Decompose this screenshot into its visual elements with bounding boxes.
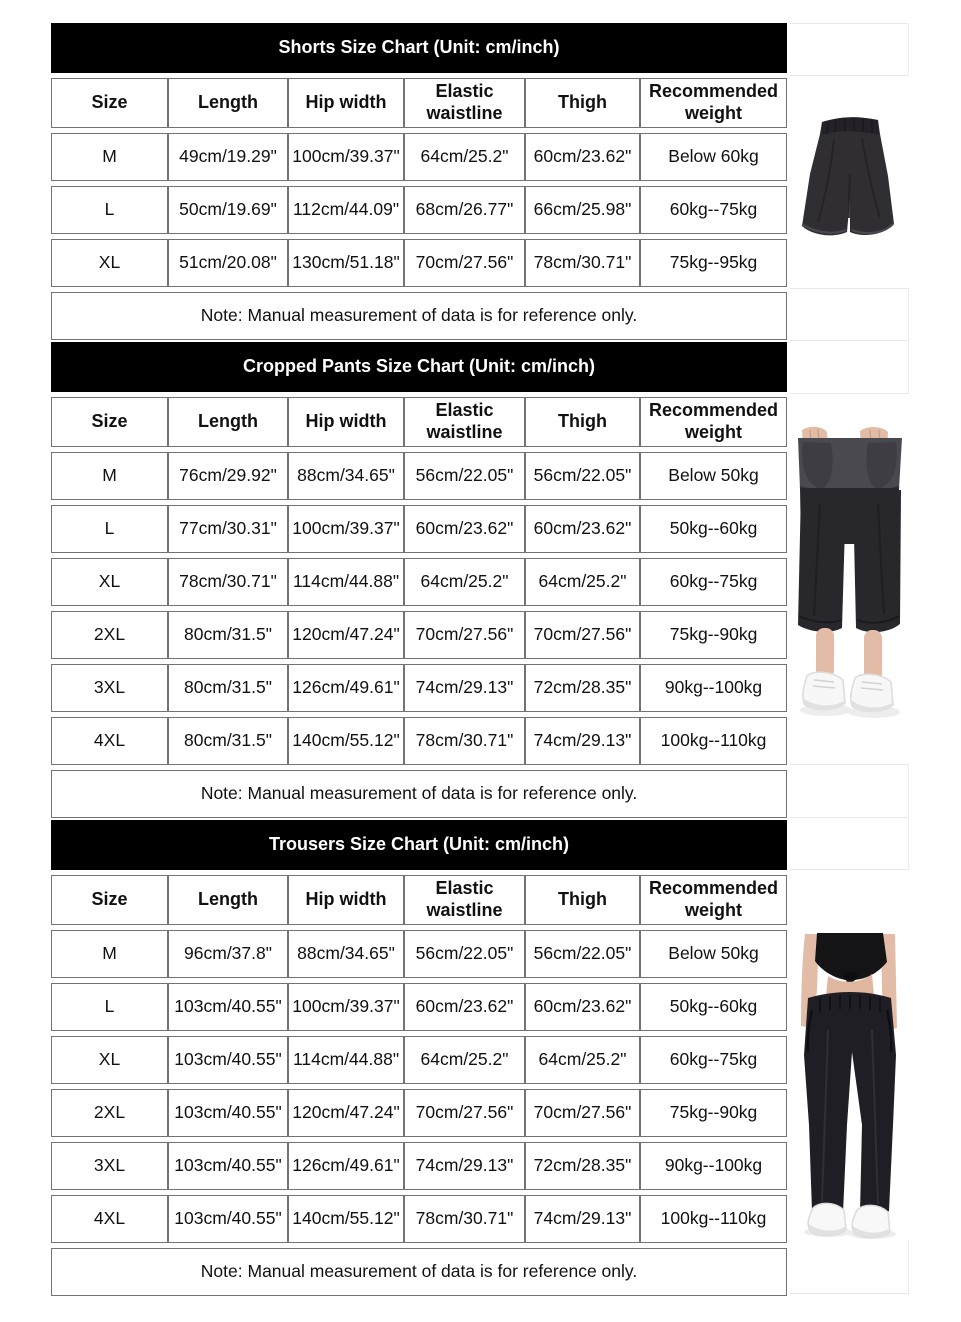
shorts-size-chart bbox=[51, 18, 787, 345]
size-rows bbox=[51, 452, 787, 765]
size-cell: 70cm/27.56" bbox=[404, 611, 525, 659]
size-cell: 74cm/29.13" bbox=[525, 717, 640, 765]
column-header-size: Size bbox=[51, 875, 168, 925]
size-cell: XL bbox=[51, 1036, 168, 1084]
size-cell: 100cm/39.37" bbox=[288, 983, 404, 1031]
trousers-graphic bbox=[790, 870, 909, 1241]
size-row bbox=[51, 664, 787, 712]
column-header-elastic-waistline: Elastic waistline bbox=[404, 78, 525, 128]
size-row bbox=[51, 1195, 787, 1243]
column-header-length: Length bbox=[168, 78, 288, 128]
size-cell: L bbox=[51, 983, 168, 1031]
sneakers bbox=[804, 1203, 896, 1239]
size-row bbox=[51, 133, 787, 181]
size-cell: 49cm/19.29" bbox=[168, 133, 288, 181]
size-cell: 50kg--60kg bbox=[640, 505, 787, 553]
size-row bbox=[51, 983, 787, 1031]
row-divider-line bbox=[790, 340, 909, 341]
size-cell: 80cm/31.5" bbox=[168, 717, 288, 765]
chart-title: Trousers Size Chart (Unit: cm/inch) bbox=[51, 820, 787, 870]
size-row bbox=[51, 611, 787, 659]
column-header-recommended-weight: Recommended weight bbox=[640, 397, 787, 447]
trouser-legs bbox=[804, 992, 896, 1216]
cropped-pants-graphic bbox=[790, 394, 909, 763]
size-cell: 88cm/34.65" bbox=[288, 930, 404, 978]
size-row bbox=[51, 717, 787, 765]
column-header-thigh: Thigh bbox=[525, 78, 640, 128]
size-cell: 96cm/37.8" bbox=[168, 930, 288, 978]
cropped-pants-size-chart bbox=[51, 337, 787, 823]
size-cell: 56cm/22.05" bbox=[525, 452, 640, 500]
trousers-size-chart bbox=[51, 815, 787, 1301]
size-cell: 90kg--100kg bbox=[640, 1142, 787, 1190]
shorts-shape bbox=[802, 117, 894, 235]
size-cell: 100cm/39.37" bbox=[288, 133, 404, 181]
row-divider-line bbox=[790, 288, 909, 289]
size-cell: 75kg--90kg bbox=[640, 1089, 787, 1137]
note-text: Note: Manual measurement of data is for reference only. bbox=[51, 292, 787, 340]
column-header-size: Size bbox=[51, 397, 168, 447]
size-cell: 140cm/55.12" bbox=[288, 717, 404, 765]
size-cell: 2XL bbox=[51, 611, 168, 659]
size-cell: 60cm/23.62" bbox=[404, 505, 525, 553]
chart-title: Shorts Size Chart (Unit: cm/inch) bbox=[51, 23, 787, 73]
size-cell: 120cm/47.24" bbox=[288, 1089, 404, 1137]
column-header-thigh: Thigh bbox=[525, 875, 640, 925]
size-cell: 74cm/29.13" bbox=[404, 1142, 525, 1190]
size-cell: L bbox=[51, 505, 168, 553]
size-cell: 100cm/39.37" bbox=[288, 505, 404, 553]
size-cell: 50kg--60kg bbox=[640, 983, 787, 1031]
size-cell: 72cm/28.35" bbox=[525, 1142, 640, 1190]
size-cell: 114cm/44.88" bbox=[288, 558, 404, 606]
size-cell: Below 50kg bbox=[640, 930, 787, 978]
column-header-size: Size bbox=[51, 78, 168, 128]
size-cell: 60cm/23.62" bbox=[404, 983, 525, 1031]
column-header-hip-width: Hip width bbox=[288, 875, 404, 925]
size-cell: 64cm/25.2" bbox=[404, 1036, 525, 1084]
size-cell: 70cm/27.56" bbox=[404, 239, 525, 287]
size-cell: 68cm/26.77" bbox=[404, 186, 525, 234]
size-cell: 56cm/22.05" bbox=[404, 452, 525, 500]
shorts-product-photo bbox=[790, 76, 909, 287]
size-cell: 60kg--75kg bbox=[640, 1036, 787, 1084]
sneakers bbox=[800, 672, 900, 718]
column-header-recommended-weight: Recommended weight bbox=[640, 875, 787, 925]
size-cell: 78cm/30.71" bbox=[525, 239, 640, 287]
size-cell: 4XL bbox=[51, 717, 168, 765]
size-cell: 78cm/30.71" bbox=[404, 717, 525, 765]
size-cell: 103cm/40.55" bbox=[168, 1089, 288, 1137]
size-cell: 70cm/27.56" bbox=[525, 611, 640, 659]
size-cell: 2XL bbox=[51, 1089, 168, 1137]
size-cell: 60cm/23.62" bbox=[525, 133, 640, 181]
size-cell: 75kg--95kg bbox=[640, 239, 787, 287]
size-cell: 56cm/22.05" bbox=[404, 930, 525, 978]
size-row bbox=[51, 186, 787, 234]
note-text: Note: Manual measurement of data is for reference only. bbox=[51, 770, 787, 818]
size-cell: 126cm/49.61" bbox=[288, 1142, 404, 1190]
size-cell: 78cm/30.71" bbox=[404, 1195, 525, 1243]
note-text: Note: Manual measurement of data is for reference only. bbox=[51, 1248, 787, 1296]
row-divider-line bbox=[790, 764, 909, 765]
size-cell: 4XL bbox=[51, 1195, 168, 1243]
size-row bbox=[51, 1142, 787, 1190]
size-cell: 64cm/25.2" bbox=[404, 133, 525, 181]
size-cell: 100kg--110kg bbox=[640, 717, 787, 765]
size-cell: 74cm/29.13" bbox=[525, 1195, 640, 1243]
column-header-row bbox=[51, 78, 787, 128]
size-row bbox=[51, 1089, 787, 1137]
note-row bbox=[51, 770, 787, 818]
size-cell: 3XL bbox=[51, 1142, 168, 1190]
size-cell: 77cm/30.31" bbox=[168, 505, 288, 553]
size-cell: 130cm/51.18" bbox=[288, 239, 404, 287]
size-cell: 103cm/40.55" bbox=[168, 1142, 288, 1190]
size-cell: 103cm/40.55" bbox=[168, 1036, 288, 1084]
column-header-row bbox=[51, 397, 787, 447]
pant-legs bbox=[798, 488, 901, 632]
size-row bbox=[51, 239, 787, 287]
size-cell: M bbox=[51, 452, 168, 500]
size-cell: Below 60kg bbox=[640, 133, 787, 181]
size-cell: 50cm/19.69" bbox=[168, 186, 288, 234]
size-cell: M bbox=[51, 930, 168, 978]
size-cell: 90kg--100kg bbox=[640, 664, 787, 712]
size-cell: 60cm/23.62" bbox=[525, 983, 640, 1031]
size-cell: L bbox=[51, 186, 168, 234]
column-header-length: Length bbox=[168, 397, 288, 447]
size-cell: 80cm/31.5" bbox=[168, 611, 288, 659]
chart-title-row bbox=[51, 342, 787, 392]
size-cell: 100kg--110kg bbox=[640, 1195, 787, 1243]
cropped-pants-model-photo bbox=[790, 394, 909, 763]
size-rows bbox=[51, 133, 787, 287]
product-photo-strip bbox=[788, 0, 909, 1322]
column-header-hip-width: Hip width bbox=[288, 78, 404, 128]
size-cell: 88cm/34.65" bbox=[288, 452, 404, 500]
size-cell: 103cm/40.55" bbox=[168, 983, 288, 1031]
trousers-model-photo bbox=[790, 870, 909, 1241]
size-cell: Below 50kg bbox=[640, 452, 787, 500]
size-cell: 112cm/44.09" bbox=[288, 186, 404, 234]
size-cell: XL bbox=[51, 558, 168, 606]
column-header-recommended-weight: Recommended weight bbox=[640, 78, 787, 128]
note-row bbox=[51, 292, 787, 340]
row-divider-line bbox=[790, 817, 909, 818]
size-row bbox=[51, 930, 787, 978]
size-cell: 140cm/55.12" bbox=[288, 1195, 404, 1243]
size-cell: 78cm/30.71" bbox=[168, 558, 288, 606]
size-charts-column bbox=[51, 18, 787, 1301]
column-header-thigh: Thigh bbox=[525, 397, 640, 447]
column-header-hip-width: Hip width bbox=[288, 397, 404, 447]
size-cell: 74cm/29.13" bbox=[404, 664, 525, 712]
size-row bbox=[51, 1036, 787, 1084]
size-cell: 66cm/25.98" bbox=[525, 186, 640, 234]
size-cell: 51cm/20.08" bbox=[168, 239, 288, 287]
size-cell: 60cm/23.62" bbox=[525, 505, 640, 553]
size-cell: 64cm/25.2" bbox=[404, 558, 525, 606]
chart-title-row bbox=[51, 23, 787, 73]
size-cell: 56cm/22.05" bbox=[525, 930, 640, 978]
size-cell: XL bbox=[51, 239, 168, 287]
size-row bbox=[51, 558, 787, 606]
size-cell: 64cm/25.2" bbox=[525, 558, 640, 606]
size-cell: 120cm/47.24" bbox=[288, 611, 404, 659]
size-cell: 70cm/27.56" bbox=[404, 1089, 525, 1137]
shorts-graphic bbox=[790, 76, 909, 287]
size-cell: 103cm/40.55" bbox=[168, 1195, 288, 1243]
column-header-row bbox=[51, 875, 787, 925]
size-cell: 126cm/49.61" bbox=[288, 664, 404, 712]
size-rows bbox=[51, 930, 787, 1243]
row-divider-line bbox=[790, 1293, 909, 1294]
row-divider-line bbox=[790, 23, 909, 24]
size-cell: M bbox=[51, 133, 168, 181]
size-cell: 60kg--75kg bbox=[640, 186, 787, 234]
column-header-elastic-waistline: Elastic waistline bbox=[404, 397, 525, 447]
note-row bbox=[51, 1248, 787, 1296]
size-row bbox=[51, 505, 787, 553]
chart-title-row bbox=[51, 820, 787, 870]
size-cell: 3XL bbox=[51, 664, 168, 712]
size-cell: 60kg--75kg bbox=[640, 558, 787, 606]
size-cell: 64cm/25.2" bbox=[525, 1036, 640, 1084]
size-row bbox=[51, 452, 787, 500]
chart-title: Cropped Pants Size Chart (Unit: cm/inch) bbox=[51, 342, 787, 392]
size-cell: 72cm/28.35" bbox=[525, 664, 640, 712]
size-cell: 114cm/44.88" bbox=[288, 1036, 404, 1084]
size-cell: 80cm/31.5" bbox=[168, 664, 288, 712]
column-header-elastic-waistline: Elastic waistline bbox=[404, 875, 525, 925]
size-cell: 76cm/29.92" bbox=[168, 452, 288, 500]
overlay-panel bbox=[798, 438, 902, 496]
size-cell: 70cm/27.56" bbox=[525, 1089, 640, 1137]
size-cell: 75kg--90kg bbox=[640, 611, 787, 659]
column-header-length: Length bbox=[168, 875, 288, 925]
